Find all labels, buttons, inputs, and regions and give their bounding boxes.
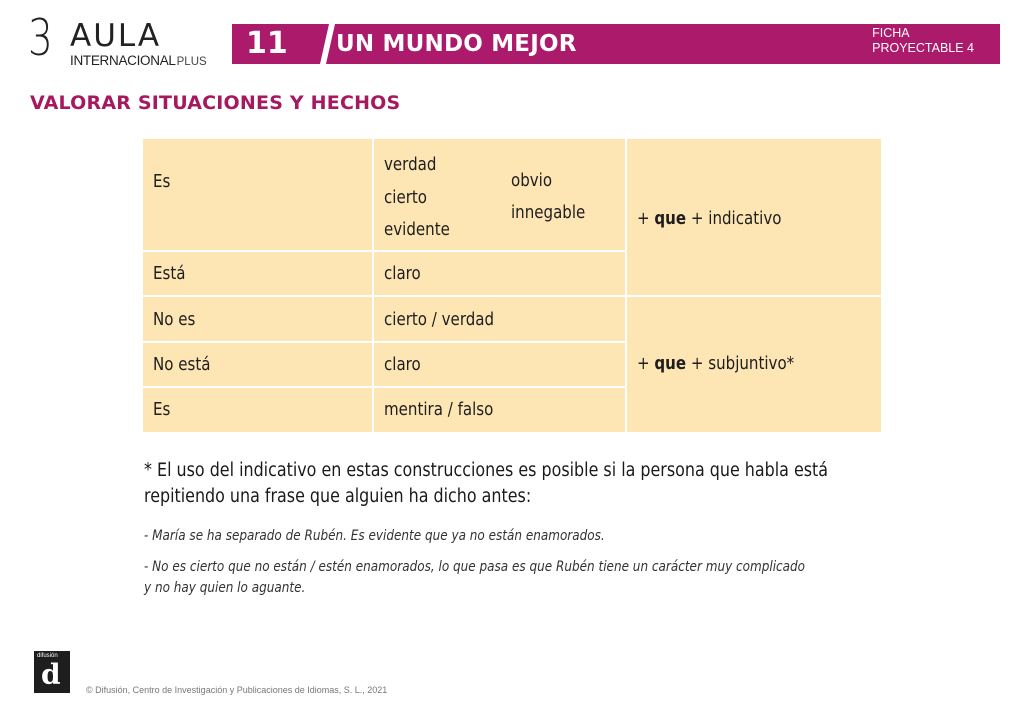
logo-subtitle bbox=[70, 52, 207, 70]
example-2-line-1: - No es cierto que no están / estén enamorados, lo que pasa es que Rubén tiene un carácter muy complicado bbox=[144, 559, 806, 575]
que-keyword: que bbox=[654, 354, 687, 374]
unit-title: UN MUNDO MEJOR bbox=[336, 31, 577, 57]
logo-number: 3 bbox=[28, 9, 53, 67]
adj-cierto-verdad: cierto / verdad bbox=[384, 310, 495, 330]
logo-plus: PLUS bbox=[176, 56, 207, 68]
unit-header-bar bbox=[232, 24, 1000, 64]
footnote-line-2: repitiendo una frase que alguien ha dicho antes: bbox=[144, 486, 532, 507]
table-cell-verb bbox=[143, 343, 372, 386]
section-title: VALORAR SITUACIONES Y HECHOS bbox=[30, 92, 401, 114]
table-cell-result-indicative bbox=[627, 139, 881, 295]
verb-es: Es bbox=[153, 400, 171, 420]
adj-obvio: obvio bbox=[511, 171, 553, 191]
example-2-line-2: y no hay quien lo aguante. bbox=[144, 580, 306, 596]
table-cell-verb bbox=[143, 252, 372, 295]
adj-evidente: evidente bbox=[384, 220, 450, 240]
table-cell-adjectives bbox=[374, 297, 625, 341]
table-cell-adjectives bbox=[374, 388, 625, 432]
table-cell-adjectives bbox=[374, 252, 625, 295]
adj-claro: claro bbox=[384, 264, 421, 284]
unit-number: 11 bbox=[246, 26, 288, 61]
table-cell-verb bbox=[143, 139, 372, 250]
logo-internacional: INTERNACIONAL bbox=[70, 53, 176, 68]
footnote-line-1: * El uso del indicativo en estas construcciones es posible si la persona que habla está bbox=[144, 460, 829, 481]
publisher-mark-icon: d bbox=[41, 658, 61, 691]
table-cell-result-subjunctive bbox=[627, 297, 881, 432]
adj-cierto: cierto bbox=[384, 188, 428, 208]
logo-title: AULA bbox=[70, 18, 162, 54]
ficha-line-1: FICHA bbox=[872, 26, 910, 40]
publisher-name: difusión bbox=[37, 653, 58, 659]
verb-no-esta: No está bbox=[153, 355, 211, 375]
adj-mentira-falso: mentira / falso bbox=[384, 400, 494, 420]
adj-claro: claro bbox=[384, 355, 421, 375]
table-cell-adjectives bbox=[374, 139, 625, 250]
adj-verdad: verdad bbox=[384, 155, 437, 175]
footnote bbox=[144, 458, 904, 510]
result-subjunctive: + que + subjuntivo* bbox=[637, 354, 795, 374]
adj-innegable: innegable bbox=[511, 203, 586, 223]
table-cell-adjectives bbox=[374, 343, 625, 386]
verb-es: Es bbox=[153, 172, 171, 192]
result-indicative: + que + indicativo bbox=[637, 209, 782, 229]
table-cell-verb bbox=[143, 297, 372, 341]
que-keyword: que bbox=[654, 209, 687, 229]
verb-no-es: No es bbox=[153, 310, 196, 330]
aula-logo bbox=[28, 9, 228, 72]
copyright: © Difusión, Centro de Investigación y Publicaciones de Idiomas, S. L., 2021 bbox=[86, 685, 388, 695]
publisher-logo bbox=[34, 651, 70, 693]
slash-divider-icon bbox=[304, 24, 338, 64]
example-1-line-1: - María se ha separado de Rubén. Es evidente que ya no están enamorados. bbox=[144, 528, 605, 544]
table-cell-verb bbox=[143, 388, 372, 432]
verb-esta: Está bbox=[153, 264, 186, 284]
grammar-table bbox=[143, 139, 881, 432]
unit-number-block bbox=[232, 24, 304, 64]
example-1 bbox=[144, 526, 699, 547]
example-2 bbox=[144, 557, 940, 599]
ficha-line-2: PROYECTABLE 4 bbox=[872, 41, 974, 55]
ficha-label bbox=[872, 26, 974, 56]
